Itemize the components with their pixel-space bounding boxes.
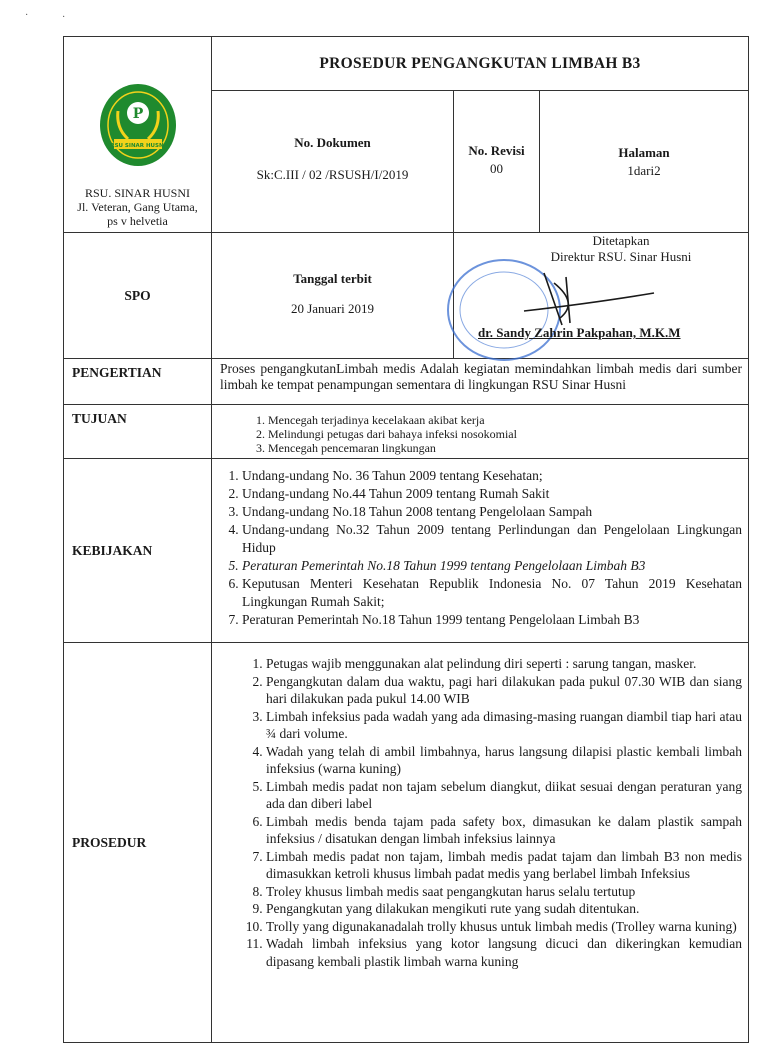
- hospital-logo-icon: [98, 83, 178, 169]
- tujuan-label: TUJUAN: [64, 405, 212, 459]
- list-item: 5. Peraturan Pemerintah No.18 Tahun 1999 tentang Pengelolaan Limbah B3: [242, 557, 742, 575]
- page-value: 1dari2: [627, 163, 661, 179]
- list-item: 4. Wadah yang telah di ambil limbahnya, harus langsung dilapisi plastic kembali limbah infeksius (warna kuning): [266, 743, 742, 778]
- spo-document: [63, 36, 749, 1043]
- document-title: PROSEDUR PENGANGKUTAN LIMBAH B3: [212, 37, 749, 91]
- hospital-identity-cell: [64, 37, 212, 233]
- list-item: 3. Undang-undang No.18 Tahun 2008 tentang Pengelolaan Sampah: [242, 503, 742, 521]
- scan-dot: ·: [25, 10, 29, 21]
- revision-label: No. Revisi: [468, 143, 525, 159]
- revision-cell: [454, 91, 540, 233]
- list-item: 5. Limbah medis padat non tajam sebelum diangkut, diikat sesuai dengan peraturan yang ada dan diberi label: [266, 778, 742, 813]
- page-cell: [540, 91, 749, 233]
- pengertian-label: PENGERTIAN: [64, 359, 212, 405]
- list-item: 4. Undang-undang No.32 Tahun 2009 tentang Perlindungan dan Pengelolaan Lingkungan Hidup: [242, 521, 742, 557]
- list-item: 3. Mencegah pencemaran lingkungan: [268, 441, 748, 455]
- doc-number-cell: [212, 91, 454, 233]
- svg-text:P: P: [132, 106, 143, 122]
- signature-icon: [484, 263, 664, 333]
- list-item: 9. Pengangkutan yang dilakukan mengikuti rute yang sudah ditentukan.: [266, 900, 742, 918]
- kebijakan-label: KEBIJAKAN: [64, 459, 212, 643]
- list-item: 2. Melindungi petugas dari bahaya infeksi nosokomial: [268, 427, 748, 441]
- list-item: 1. Petugas wajib menggunakan alat pelindung diri seperti : sarung tangan, masker.: [266, 655, 742, 673]
- approval-cell: [454, 233, 749, 359]
- list-item: 8. Troley khusus limbah medis saat pengangkutan harus selalu tertutup: [266, 883, 742, 901]
- revision-value: 00: [490, 161, 503, 177]
- doc-number-label: No. Dokumen: [294, 135, 371, 151]
- list-item: 6. Limbah medis benda tajam pada safety box, dimasukan ke dalam plastik sampah infeksius / disatukan dengan limbah infeksius lainnya: [266, 813, 742, 848]
- prosedur-list-cell: [212, 643, 749, 1043]
- doc-number-value: Sk:C.III / 02 /RSUSH/I/2019: [256, 167, 409, 183]
- hospital-address: Jl. Veteran, Gang Utama, ps v helvetia: [77, 200, 198, 228]
- list-item: 1. Undang-undang No. 36 Tahun 2009 tentang Kesehatan;: [242, 467, 742, 485]
- list-item: 1. Mencegah terjadinya kecelakaan akibat kerja: [268, 413, 748, 427]
- list-item: 7. Peraturan Pemerintah No.18 Tahun 1999 tentang Pengelolaan Limbah B3: [242, 611, 742, 629]
- approver-name: dr. Sandy Zahrin Pakpahan, M.K.M: [478, 325, 681, 340]
- list-item: 10. Trolly yang digunakanadalah trolly khusus untuk limbah medis (Trolley warna kuning): [266, 918, 742, 936]
- issue-date-cell: [212, 233, 454, 359]
- scan-dot: ·: [62, 12, 66, 23]
- issue-date-value: 20 Januari 2019: [290, 301, 375, 316]
- spo-label: SPO: [64, 233, 212, 359]
- svg-text:RSU SINAR HUSNI: RSU SINAR HUSNI: [109, 143, 166, 149]
- pengertian-text: Proses pengangkutanLimbah medis Adalah kegiatan memindahkan limbah medis dari sumber limbah ke tempat penampungan sementara di lingkungan RSU Sinar Husni: [212, 359, 749, 405]
- hospital-name: RSU. SINAR HUSNI: [84, 186, 191, 200]
- approval-label: Ditetapkan: [592, 233, 650, 248]
- list-item: 6. Keputusan Menteri Kesehatan Republik Indonesia No. 07 Tahun 2019 Kesehatan Lingkungan Rumah Sakit;: [242, 575, 742, 611]
- prosedur-label: PROSEDUR: [64, 643, 212, 1043]
- list-item: 7. Limbah medis padat non tajam, limbah medis padat tajam dan limbah B3 non medis dimasukkan ketroli khusus limbah padat medis yang berlabel limbah Infeksius: [266, 848, 742, 883]
- list-item: 2. Pengangkutan dalam dua waktu, pagi hari dilakukan pada pukul 07.30 WIB dan siang hari dilakukan pada pukul 14.00 WIB: [266, 673, 742, 708]
- kebijakan-list-cell: [212, 459, 749, 643]
- issue-date-label: Tanggal terbit: [293, 271, 372, 286]
- approval-role: Direktur RSU. Sinar Husni: [550, 249, 692, 264]
- list-item: 2. Undang-undang No.44 Tahun 2009 tentang Rumah Sakit: [242, 485, 742, 503]
- page-label: Halaman: [618, 145, 670, 161]
- list-item: 11. Wadah limbah infeksius yang kotor langsung dicuci dan dikeringkan kemudian dipasang kembali plastik limbah warna kuning: [266, 935, 742, 970]
- list-item: 3. Limbah infeksius pada wadah yang ada dimasing-masing ruangan diambil tiap hari atau ¾ dari volume.: [266, 708, 742, 743]
- tujuan-list-cell: [212, 405, 749, 459]
